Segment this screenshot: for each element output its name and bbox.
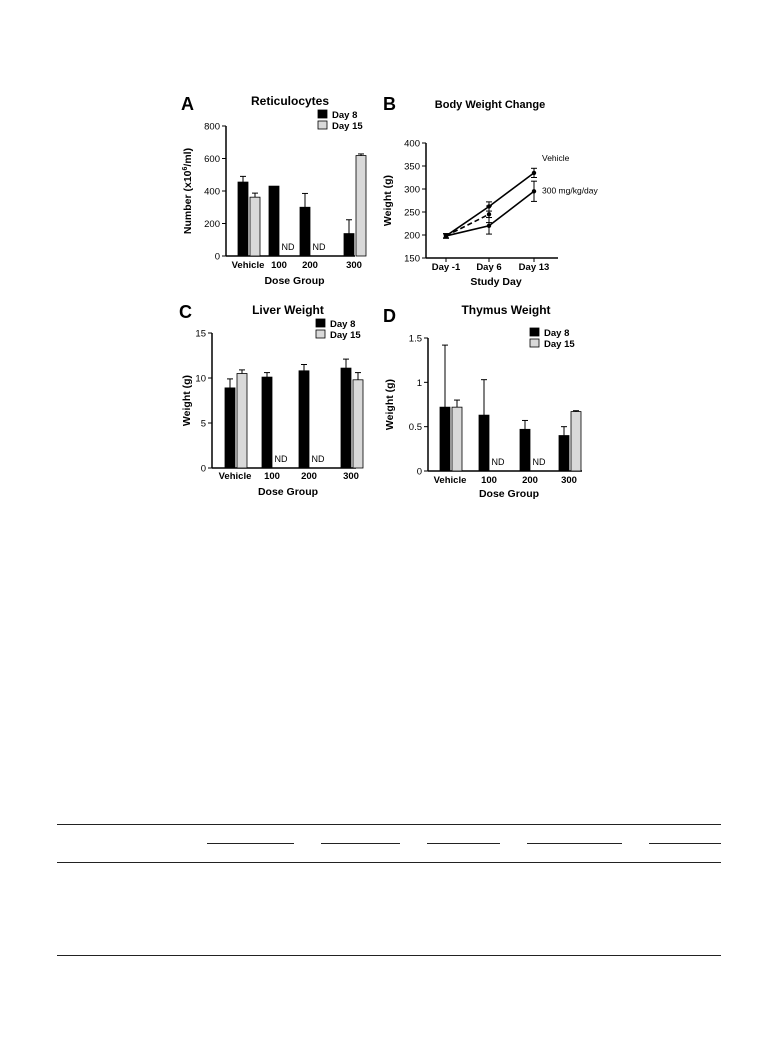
panel-a-legend-swatch-0 bbox=[318, 110, 327, 118]
panel-d-bar-day-8-2 bbox=[520, 429, 530, 471]
panel-c-y-tick-label-3: 15 bbox=[195, 328, 206, 340]
panel-a-x-tick-label-2: 200 bbox=[302, 260, 318, 271]
panel-a-bar-day-8-1 bbox=[269, 186, 279, 256]
panel-b-title: Body Weight Change bbox=[434, 99, 546, 111]
panel-c-bar-day-8-3 bbox=[341, 368, 351, 468]
panel-c-title: Liver Weight bbox=[252, 303, 324, 317]
table-header-rule bbox=[57, 862, 721, 863]
panel-b-y-tick-label-3: 300 bbox=[404, 184, 420, 196]
panel-c-bar-day-15-0 bbox=[237, 374, 247, 469]
panel-c-x-tick-label-0: Vehicle bbox=[218, 471, 252, 482]
panel-a-legend-swatch-1 bbox=[318, 121, 327, 129]
panel-c-nd-label-2: ND bbox=[311, 454, 325, 464]
panel-b-y-tick-label-2: 250 bbox=[404, 207, 420, 219]
panel-c-x-tick-label-2: 200 bbox=[301, 471, 317, 482]
panel-d-legend-swatch-1 bbox=[530, 339, 539, 347]
panel-d-bar-day-8-0 bbox=[440, 407, 450, 471]
panel-d-legend-swatch-0 bbox=[530, 328, 539, 336]
panel-a-x-tick-label-3: 300 bbox=[346, 260, 362, 271]
panel-a-nd-label-1: ND bbox=[281, 242, 295, 252]
panel-b-y-tick-label-5: 400 bbox=[404, 138, 420, 150]
table-col-rule-4 bbox=[527, 843, 622, 844]
panel-b-series-label-2: 300 mg/kg/day bbox=[542, 185, 598, 196]
panel-d-nd-label-2: ND bbox=[532, 457, 546, 467]
panel-a-y-axis-label-part: Number (x10 bbox=[182, 170, 194, 235]
panel-c-x-tick-label-1: 100 bbox=[264, 471, 280, 482]
panel-b-series-label-0: Vehicle bbox=[542, 152, 570, 163]
panel-d-y-tick-label-3: 1.5 bbox=[408, 333, 422, 345]
panel-b-x-tick-label-2: Day 13 bbox=[518, 262, 550, 273]
panel-a-x-tick-label-0: Vehicle bbox=[231, 260, 265, 271]
panel-b-x-axis-label: Study Day bbox=[470, 276, 522, 288]
panel-c-y-axis-label: Weight (g) bbox=[181, 374, 193, 427]
panel-b-x-tick-label-1: Day 6 bbox=[476, 262, 502, 273]
panel-a-y-tick-label-1: 200 bbox=[204, 219, 220, 230]
panel-d-bar-day-8-1 bbox=[479, 415, 489, 471]
panel-c-nd-label-1: ND bbox=[274, 454, 288, 464]
panel-a-y-tick-label-0: 0 bbox=[214, 251, 220, 263]
panel-c-bar-day-8-1 bbox=[262, 377, 272, 468]
panel-c-legend-label-0: Day 8 bbox=[330, 319, 356, 330]
panel-d-legend-label-1: Day 15 bbox=[544, 339, 575, 350]
panel-c-bar-day-15-3 bbox=[353, 380, 363, 468]
panel-d-y-tick-label-2: 1 bbox=[416, 377, 422, 389]
panel-c-letter: C bbox=[179, 302, 192, 322]
panel-c-legend-swatch-1 bbox=[316, 330, 325, 338]
panel-a-bar-day-8-2 bbox=[300, 207, 310, 256]
panel-a-legend-label-1: Day 15 bbox=[332, 121, 363, 132]
table-col-rule-2 bbox=[321, 843, 400, 844]
panel-d-x-tick-label-1: 100 bbox=[481, 475, 497, 486]
panel-b-letter: B bbox=[383, 94, 396, 114]
panel-c-bar-day-8-2 bbox=[299, 371, 309, 468]
table-col-rule-3 bbox=[427, 843, 500, 844]
panel-d-y-tick-label-1: 0.5 bbox=[408, 422, 422, 434]
panel-a-y-tick-label-3: 600 bbox=[204, 154, 220, 165]
panel-b-y-axis-label: Weight (g) bbox=[382, 174, 394, 227]
panel-a-x-axis-label: Dose Group bbox=[264, 275, 325, 287]
panel-d-x-tick-label-0: Vehicle bbox=[433, 475, 467, 486]
panel-a-y-axis-label-part: /ml) bbox=[182, 147, 194, 167]
panel-b-y-tick-label-0: 150 bbox=[404, 253, 420, 265]
panel-d-x-axis-label: Dose Group bbox=[478, 488, 540, 500]
panel-a-x-tick-label-1: 100 bbox=[271, 260, 287, 271]
panel-d-bar-day-15-0 bbox=[452, 407, 462, 471]
panel-d-y-axis-label: Weight (g) bbox=[384, 378, 396, 431]
panel-c-legend-label-1: Day 15 bbox=[330, 330, 361, 341]
panel-b-x-tick-label-0: Day -1 bbox=[431, 262, 461, 273]
panel-c-x-axis-label: Dose Group bbox=[257, 486, 319, 498]
panel-a-bar-day-15-3 bbox=[356, 156, 366, 256]
panel-a-bar-day-15-0 bbox=[250, 197, 260, 256]
panel-d-letter: D bbox=[383, 306, 396, 326]
panel-c-y-tick-label-0: 0 bbox=[200, 463, 206, 475]
panel-d-nd-label-1: ND bbox=[491, 457, 505, 467]
panel-a-nd-label-2: ND bbox=[312, 242, 326, 252]
panel-c-legend-swatch-0 bbox=[316, 319, 325, 327]
panel-d-x-tick-label-2: 200 bbox=[522, 475, 538, 486]
table-bottom-rule bbox=[57, 955, 721, 956]
panel-c-bar-day-8-0 bbox=[225, 388, 235, 468]
panel-b-series-line-1 bbox=[446, 214, 489, 236]
panel-d-bar-day-15-3 bbox=[571, 412, 581, 471]
table-top-rule bbox=[57, 824, 721, 825]
panel-a-bar-day-8-0 bbox=[238, 182, 248, 256]
panel-d-legend-label-0: Day 8 bbox=[544, 328, 570, 339]
panel-d-title: Thymus Weight bbox=[461, 303, 551, 317]
panel-b-y-tick-label-1: 200 bbox=[404, 230, 420, 242]
panel-d-y-tick-label-0: 0 bbox=[416, 466, 422, 478]
panel-b-y-tick-label-4: 350 bbox=[404, 161, 420, 173]
panel-a-letter: A bbox=[181, 94, 194, 114]
panel-d-bar-day-8-3 bbox=[559, 436, 569, 471]
panel-a-y-tick-label-2: 400 bbox=[204, 186, 220, 198]
panel-a-y-tick-label-4: 800 bbox=[204, 121, 220, 133]
panel-a-y-axis-label-sup: 6 bbox=[182, 166, 189, 171]
table-col-rule-1 bbox=[207, 843, 294, 844]
panel-a-legend-label-0: Day 8 bbox=[332, 110, 358, 121]
panel-a-title: Reticulocytes bbox=[250, 94, 330, 108]
panel-a-y-axis-label bbox=[182, 148, 194, 234]
panel-d-x-tick-label-3: 300 bbox=[561, 475, 577, 486]
table-col-rule-5 bbox=[649, 843, 721, 844]
panel-c-y-tick-label-2: 10 bbox=[195, 373, 206, 385]
panel-a-bar-day-8-3 bbox=[344, 234, 354, 256]
panel-c-x-tick-label-3: 300 bbox=[343, 471, 359, 482]
panel-c-y-tick-label-1: 5 bbox=[200, 418, 206, 430]
